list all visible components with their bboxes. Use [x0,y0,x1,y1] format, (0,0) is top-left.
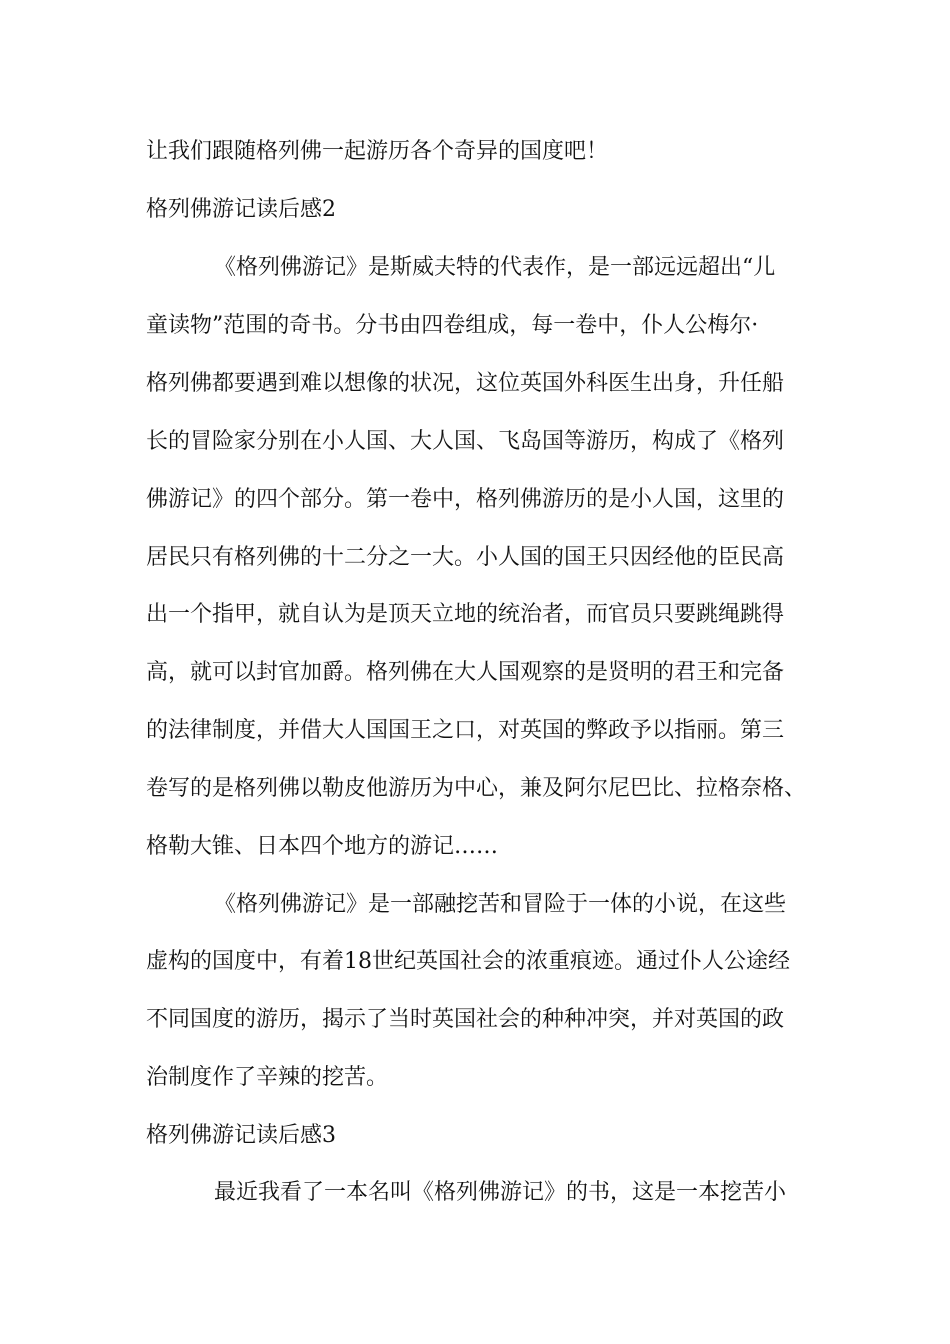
paragraph-line: 卷写的是格列佛以勒皮他游历为中心，兼及阿尔尼巴比、拉格奈格、 [146,776,807,801]
paragraph-line: 《格列佛游记》是一部融挖苦和冒险于一体的小说，在这些 [214,892,787,917]
paragraph-line: 高，就可以封官加爵。格列佛在大人国观察的是贤明的君王和完备 [146,660,785,685]
paragraph-line: 不同国度的游历，揭示了当时英国社会的种种冲突，并对英国的政 [146,1007,785,1032]
paragraph-line: 最近我看了一本名叫《格列佛游记》的书，这是一本挖苦小 [214,1180,787,1205]
paragraph-line: 格勒大锥、日本四个地方的游记…… [146,834,499,859]
paragraph-line: 格列佛都要遇到难以想像的状况，这位英国外科医生出身，升任船 [146,371,785,396]
paragraph-line: 佛游记》的四个部分。第一卷中，格列佛游历的是小人国，这里的 [146,487,785,512]
paragraph-line: 长的冒险家分别在小人国、大人国、飞岛国等游历，构成了《格列 [146,429,785,454]
paragraph-line: 居民只有格列佛的十二分之一大。小人国的国王只因经他的臣民高 [146,545,785,570]
section-heading: 格列佛游记读后感3 [146,1123,336,1148]
paragraph-line: 童读物”范围的奇书。分书由四卷组成，每一卷中，仆人公梅尔· [146,313,759,338]
paragraph-line: 出一个指甲，就自认为是顶天立地的统治者，而官员只要跳绳跳得 [146,602,785,627]
paragraph-line: 的法律制度，并借大人国国王之口，对英国的弊政予以指丽。第三 [146,718,785,743]
paragraph-line: 虚构的国度中，有着18世纪英国社会的浓重痕迹。通过仆人公途经 [146,949,790,974]
section-heading: 格列佛游记读后感2 [146,197,336,222]
paragraph-line: 让我们跟随格列佛一起游历各个奇异的国度吧！ [146,139,609,164]
paragraph-line: 治制度作了辛辣的挖苦。 [146,1065,389,1090]
paragraph-line: 《格列佛游记》是斯威夫特的代表作，是一部远远超出“儿 [214,255,776,280]
